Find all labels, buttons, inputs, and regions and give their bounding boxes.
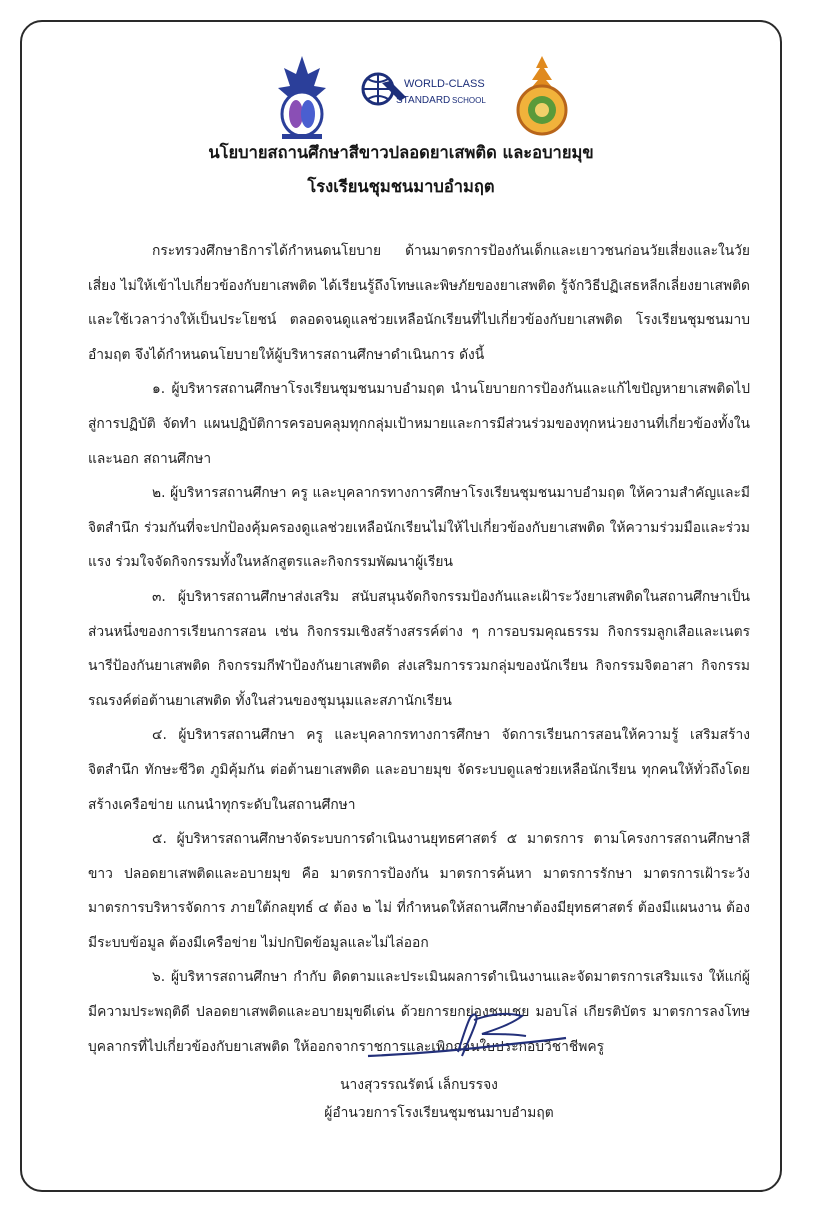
- signer-position: ผู้อำนวยการโรงเรียนชุมชนมาบอำมฤต: [324, 1105, 554, 1121]
- school-crest-icon: [272, 52, 332, 142]
- logo-text-standard: STANDARD: [396, 95, 451, 106]
- logo-text-world-class: WORLD-CLASS: [404, 78, 485, 90]
- intro-paragraph: กระทรวงศึกษาธิการได้กำหนดนโยบาย ด้านมาตรการป้องกันเด็กและเยาวชนก่อนวัยเสี่ยงและในวัยเสี่ยง ไม่ให้เข้าไปเกี่ยวข้องกับยาเสพติด ได้เรียนรู้ถึงโทษและพิษภัยของยาเสพติด รู้จักวิธีปฏิเสธหลีกเลี่ยงยาเสพติดและใช้เวลาว่างให้เป็นประโยชน์ ตลอดจนดูแลช่วยเหลือนักเรียนที่ไปเกี่ยวข้องกับยาเสพติด โรงเรียนชุมชนมาบอำมฤต จึงได้กำหนดนโยบายให้ผู้บริหารสถานศึกษาดำเนินการ ดังนี้: [88, 243, 750, 363]
- policy-item-4: ๔. ผู้บริหารสถานศึกษา ครู และบุคลากรทางการศึกษา จัดการเรียนการสอนให้ความรู้ เสริมสร้างจิตสำนึก ทักษะชีวิต ภูมิคุ้มกัน ต่อต้านยาเสพติด และอบายมุข จัดระบบดูแลช่วยเหลือนักเรียน ทุกคนให้ทั่วถึงโดยสร้างเครือข่าย แกนนำทุกระดับในสถานศึกษา: [88, 727, 750, 813]
- policy-item-6: ๖. ผู้บริหารสถานศึกษา กำกับ ติดตามและประเมินผลการดำเนินงานและจัดมาตรการเสริมแรง ให้แก่ผู้มีความประพฤติดี ปลอดยาเสพติดและอบายมุขดีเด่น ด้วยการยกย่องชมเชย มอบโล่ เกียรติบัตร มาตรการลงโทษบุคลากรที่ไปเกี่ยวข้องกับยาเสพติด ให้ออกจากราชการและเพิกถอนใบประกอบวิชาชีพครู: [88, 969, 750, 1055]
- policy-item-2: ๒. ผู้บริหารสถานศึกษา ครู และบุคลากรทางการศึกษาโรงเรียนชุมชนมาบอำมฤต ให้ความสำคัญและมีจิตสำนึก ร่วมกันที่จะปกป้องคุ้มครองดูแลช่วยเหลือนักเรียนไม่ให้ไปเกี่ยวข้องกับยาเสพติด ให้ความร่วมมือและร่วมแรง ร่วมใจจัดกิจกรรมทั้งในหลักสูตรและกิจกรรมพัฒนาผู้เรียน: [88, 485, 750, 571]
- signer-name: นางสุวรรณรัตน์ เล็กบรรจง: [340, 1077, 498, 1093]
- world-class-school-logo-icon: [360, 67, 490, 117]
- page-title: นโยบายสถานศึกษาสีขาวปลอดยาเสพติด และอบายมุข: [208, 143, 594, 162]
- handwritten-signature: [362, 1000, 572, 1070]
- school-name-title: โรงเรียนชุมชนมาบอำมฤต: [307, 177, 495, 196]
- document-page: [20, 20, 782, 1192]
- header-logos: [272, 52, 572, 142]
- policy-item-1: ๑. ผู้บริหารสถานศึกษาโรงเรียนชุมชนมาบอำมฤต นำนโยบายการป้องกันและแก้ไขปัญหายาเสพติดไปสู่การปฏิบัติ จัดทำ แผนปฏิบัติการครอบคลุมทุกกลุ่มเป้าหมายและการมีส่วนร่วมของทุกหน่วยงานที่เกี่ยวข้องทั้งในและนอก สถานศึกษา: [88, 381, 750, 467]
- policy-body: [88, 234, 750, 1064]
- policy-item-3: ๓. ผู้บริหารสถานศึกษาส่งเสริม สนับสนุนจัดกิจกรรมป้องกันและเฝ้าระวังยาเสพติดในสถานศึกษาเป็นส่วนหนึ่งของการเรียนการสอน เช่น กิจกรรมเชิงสร้างสรรค์ต่าง ๆ การอบรมคุณธรรม กิจกรรมลูกเสือและเนตรนารีป้องกันยาเสพติด กิจกรรมกีฬาป้องกันยาเสพติด ส่งเสริมการรวมกลุ่มของนักเรียน กิจกรรมจิตอาสา กิจกรรมรณรงค์ต่อต้านยาเสพติด ทั้งในส่วนของชุมนุมและสภานักเรียน: [88, 588, 750, 709]
- policy-item-5: ๕. ผู้บริหารสถานศึกษาจัดระบบการดำเนินงานยุทธศาสตร์ ๕ มาตรการ ตามโครงการสถานศึกษาสีขาว ปลอดยาเสพติดและอบายมุข คือ มาตรการป้องกัน มาตรการค้นหา มาตรการรักษา มาตรการเฝ้าระวัง มาตรการบริหารจัดการ ภายใต้กลยุทธ์ ๔ ต้อง ๒ ไม่ ที่กำหนดให้สถานศึกษาต้องมียุทธศาสตร์ ต้องมีแผนงาน ต้องมีระบบข้อมูล ต้องมีเครือข่าย ไม่ปกปิดข้อมูลและไม่ไล่ออก: [88, 831, 750, 951]
- logo-text-school: SCHOOL: [452, 96, 486, 105]
- school-emblem-icon: [514, 54, 570, 140]
